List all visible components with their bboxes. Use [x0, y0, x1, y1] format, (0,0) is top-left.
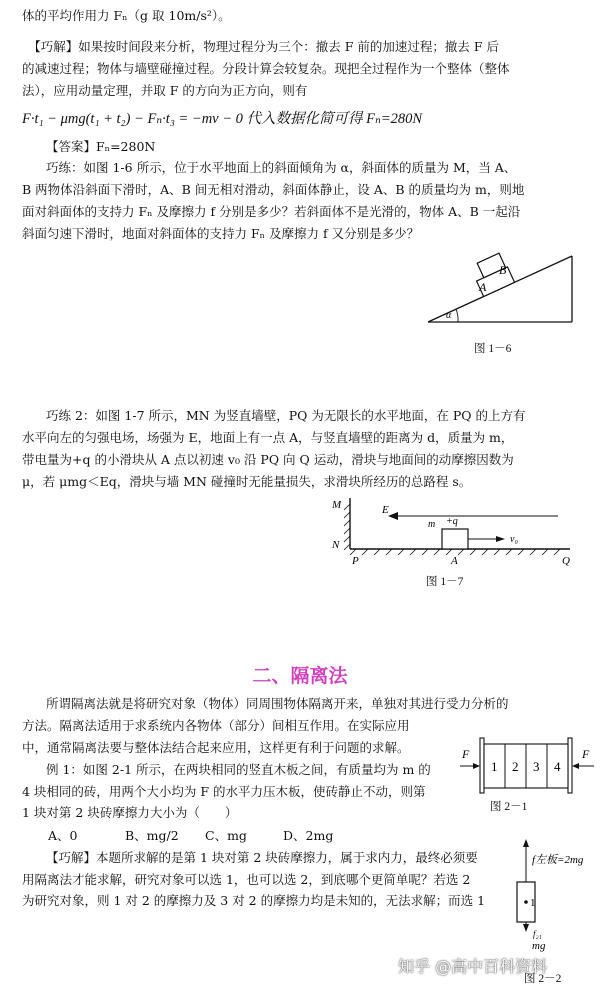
label-p: P: [352, 555, 359, 567]
text-line: 水平向左的匀强电场，场强为 E，地面上有一点 A，与竖直墙壁的距离为 d，质量为 m，: [22, 430, 514, 445]
label-q: Q: [562, 555, 570, 567]
brick-2: 2: [512, 759, 519, 774]
label-f21: f₂₁: [533, 929, 542, 939]
figure-caption: 图 1－7: [426, 576, 464, 588]
angle-label: α: [446, 310, 452, 321]
text-line: 【巧解】本题所求解的是第 1 块对第 2 块砖摩擦力，属于求内力，最终必须要: [46, 850, 478, 865]
block-label: 1: [530, 897, 536, 909]
slider-block: [442, 529, 468, 549]
figure-1-7: [330, 496, 580, 571]
label-v0: v₀: [510, 534, 518, 545]
figure-caption: 图 2－1: [490, 801, 528, 813]
option-a: A、0: [48, 828, 78, 843]
text-line: 所谓隔离法就是将研究对象（物体）同周围物体隔离开来，单独对其进行受力分析的: [46, 696, 509, 711]
right-board: [568, 738, 572, 793]
figure-2-2: [510, 838, 595, 960]
label-mg: mg: [532, 940, 546, 952]
figure-2-1: [458, 736, 596, 798]
text-line: 巧练 2：如图 1-7 所示，MN 为竖直墙壁，PQ 为无限长的水平地面，在 PQ 的上方有: [46, 408, 526, 423]
label-mass: m: [428, 519, 436, 530]
label-f-right: F: [582, 747, 590, 761]
label-a: A: [451, 555, 458, 567]
text-line: 带电量为+q 的小滑块从 A 点以初速 v₀ 沿 PQ 向 Q 运动，滑块与地面间的动摩擦因数为: [22, 452, 514, 467]
figure-1-6: [420, 252, 580, 327]
watermark: 知乎 @高中百科资料: [398, 957, 548, 976]
option-c: C、mg: [205, 828, 247, 843]
label-charge: +q: [446, 516, 458, 527]
text-line: μ，若 μmg＜Eq，滑块与墙 MN 碰撞时无能量损失，求滑块所经历的总路程 s。: [22, 474, 472, 489]
label-f-left-board: f左板=2mg: [532, 854, 584, 866]
figure-caption: 图 1－6: [474, 343, 512, 355]
label-m-wall: M: [332, 499, 342, 511]
label-e: E: [382, 504, 389, 516]
text-line: 法），应用动量定理，并取 F 的方向为正方向，则有: [22, 83, 308, 98]
text-line: 【巧解】如果按时间段来分析，物理过程分为三个：撤去 F 前的加速过程；撤去 F 后: [22, 39, 499, 54]
text-line: 斜面匀速下滑时，地面对斜面体的支持力 Fₙ 及摩擦力 f 又分别是多少？: [22, 226, 420, 241]
text-line: 方法。隔离法适用于求系统内各物体（部分）间相互作用。在实际应用: [22, 718, 410, 733]
text-line: 体的平均作用力 Fₙ（g 取 10m/s²）。: [22, 8, 231, 23]
text-line: 的减速过程；物体与墙壁碰撞过程。分段计算会较复杂。现把全过程作为一个整体（整体: [22, 61, 510, 76]
text-line: 中，通常隔离法要与整体法结合起来应用，这样更有利于问题的求解。: [22, 740, 410, 755]
text-line: 用隔离法才能求解，研究对象可以选 1，也可以选 2，到底哪个更简单呢？若选 2: [22, 872, 471, 887]
left-board: [480, 738, 484, 793]
section-title: 二、隔离法: [252, 665, 348, 687]
answer: 【答案】Fₙ=280N: [46, 139, 156, 154]
text-line: 例 1：如图 2-1 所示，在两块相同的竖直木板之间，有质量均为 m 的: [46, 762, 431, 777]
option-b: B、mg/2: [125, 828, 179, 843]
text-line: 为研究对象，则 1 对 2 的摩擦力及 3 对 2 的摩擦力均是未知的，无法求解；而选 1: [22, 893, 486, 908]
text-line: 4 块相同的砖，用两个大小均为 F 的水平力压木板，使砖静止不动，则第: [22, 784, 426, 799]
option-d: D、2mg: [283, 828, 334, 843]
figure-caption: 图 2－2: [524, 973, 562, 985]
label-a: A: [479, 280, 487, 294]
brick-1: 1: [491, 759, 498, 774]
label-b: B: [499, 263, 507, 277]
text-line: B 两物体沿斜面下滑时，A、B 间无相对滑动，斜面体静止，设 A、B 的质量均为 m，则地: [22, 182, 525, 197]
brick-4: 4: [554, 759, 561, 774]
equation: F·t₁ − μmg(t₁ + t₂) − Fₙ·t₃ = −mv − 0 代入数据化简可得 Fₙ=280N: [22, 111, 423, 127]
text-line: 1 块对第 2 块砖摩擦力大小为（ ）: [22, 805, 238, 820]
text-line: 巧练：如图 1-6 所示，位于水平地面上的斜面倾角为 α，斜面体的质量为 M，当 A、: [46, 160, 517, 175]
text-line: 面对斜面体的支持力 Fₙ 及摩擦力 f 分别是多少？若斜面体不是光滑的，物体 A、B 一起沿: [22, 204, 521, 219]
brick-3: 3: [533, 759, 540, 774]
label-f-left: F: [462, 747, 470, 761]
label-n: N: [332, 539, 340, 551]
